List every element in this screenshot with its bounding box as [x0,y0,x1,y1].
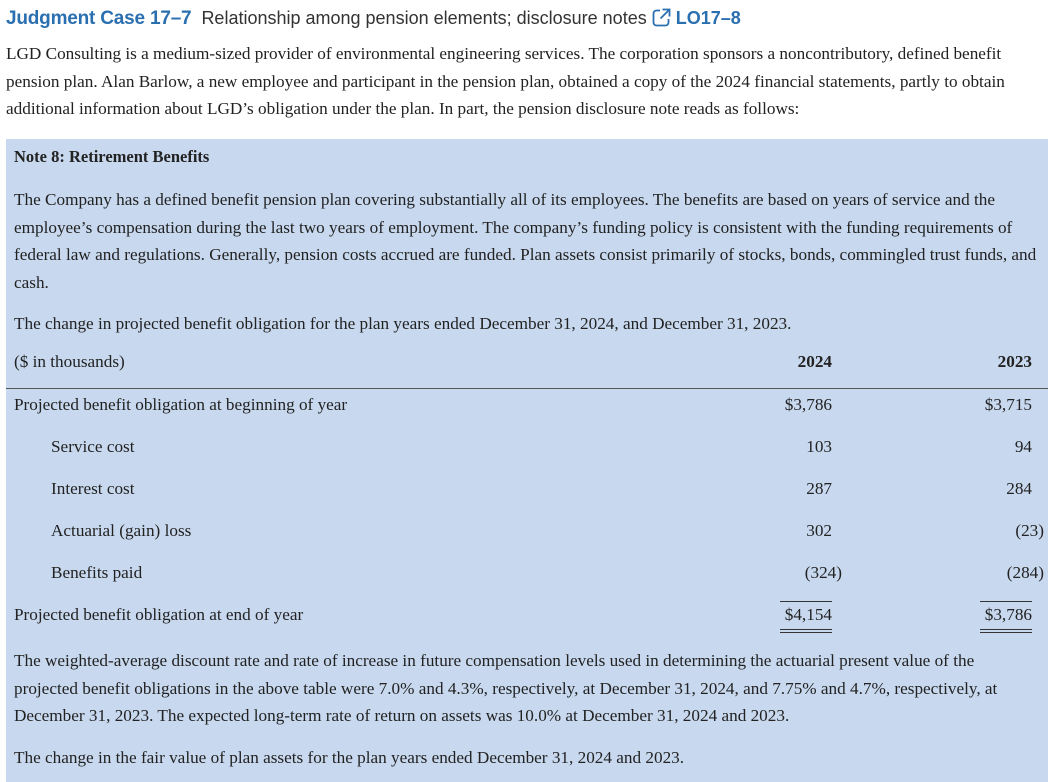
subtotal-rule-2024 [780,601,832,602]
table-row-label: Projected benefit obligation at beginning of year [14,395,348,414]
year-header-2024: 2024 [797,352,832,371]
disclosure-note [6,139,1048,782]
table-cell-2024: $3,786 [784,395,832,414]
table-row-label: Benefits paid [51,563,143,582]
table-row-label: Service cost [51,437,135,456]
note-title: Note 8: Retirement Benefits [14,147,210,166]
case-title: Relationship among pension elements; disclosure notes [201,8,647,28]
note-paragraph-2: The change in projected benefit obligation for the plan years ended December 31, 2024, and December 31, 2023. [14,314,792,333]
total-double-rule-2024 [780,629,832,630]
table-cell-2023: $3,715 [984,395,1032,414]
year-header-2023: 2023 [997,352,1032,371]
table-cell-2024: 302 [806,521,832,540]
table-total-2023: $3,786 [984,605,1032,624]
table-cell-2023: (284) [1006,563,1044,582]
external-link-icon[interactable] [652,7,672,27]
case-header [6,4,741,30]
table-total-2024: $4,154 [784,605,832,624]
intro-paragraph: LGD Consulting is a medium-sized provider of environmental engineering services. The corporation sponsors a noncontributory, defined benefit pension plan. Alan Barlow, a new employee and participant in the pension plan, obtained a copy of the 2024 financial statements, partly to obtain additional information about LGD’s obligation under the plan. In part, the pension disclosure note reads as follows: [6,44,1005,118]
table-cell-2024: (324) [804,563,842,582]
table-total-label: Projected benefit obligation at end of year [14,605,304,624]
note-paragraph-3: The weighted-average discount rate and rate of increase in future compensation levels used in determining the actuarial present value of the projected benefit obligations in the above table were 7.0% and 4.3%, respectively, at December 31, 2024, and 7.75% and 4.7%, respectively, at December 31, 2023. The expected long-term rate of return on assets was 10.0% at December 31, 2024 and 2023. [14,651,998,725]
total-double-rule-2023 [980,629,1032,630]
total-double-rule-2023 [980,632,1032,633]
table-cell-2024: 103 [806,437,832,456]
table-cell-2024: 287 [806,479,832,498]
note-paragraph-4: The change in the fair value of plan assets for the plan years ended December 31, 2024 and 2023. [14,748,685,767]
table-cell-2023: (23) [1015,521,1044,540]
units-label: ($ in thousands) [14,352,125,371]
case-label: Judgment Case 17–7 [6,8,192,29]
table-header-rule [6,388,1048,389]
table-row-label: Interest cost [51,479,135,498]
learning-objective[interactable]: LO17–8 [675,8,741,28]
note-paragraph-1: The Company has a defined benefit pension plan covering substantially all of its employees. The benefits are based on years of service and the employee’s compensation during the last two years of employment. The company’s funding policy is consistent with the funding requirements of federal law and regulations. Generally, pension costs accrued are funded. Plan assets consist primarily of stocks, bonds, commingled trust funds, and cash. [14,190,1037,292]
table-cell-2023: 94 [1014,437,1032,456]
subtotal-rule-2023 [980,601,1032,602]
table-row-label: Actuarial (gain) loss [51,521,192,540]
total-double-rule-2024 [780,632,832,633]
table-cell-2023: 284 [1006,479,1032,498]
